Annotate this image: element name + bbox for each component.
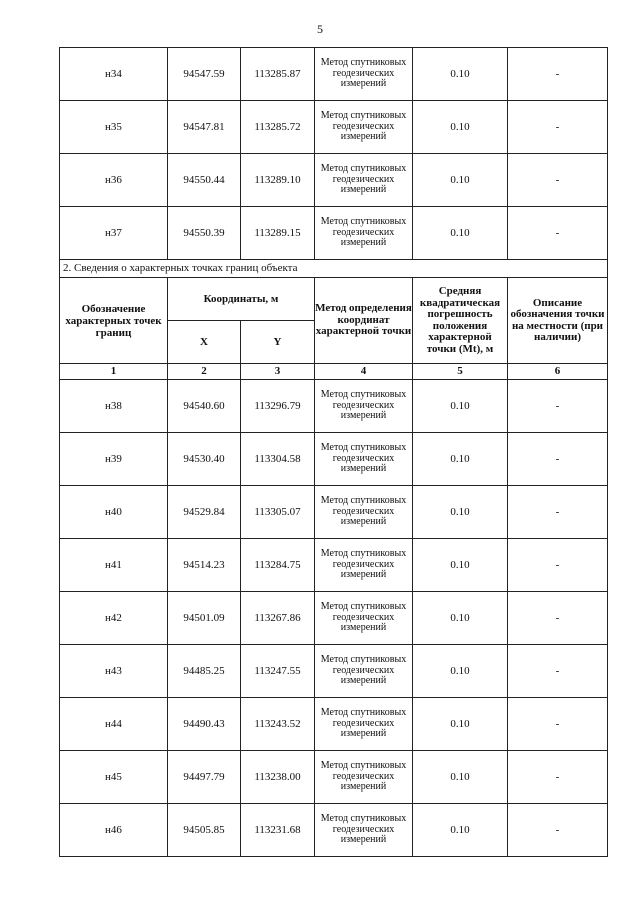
description-cell: -: [508, 804, 608, 857]
point-cell: н39: [60, 433, 168, 486]
table-row: [60, 539, 608, 592]
method-cell: Метод спутниковых геодезических измерений: [315, 539, 413, 592]
method-cell: Метод спутниковых геодезических измерений: [315, 486, 413, 539]
section-title: 2. Сведения о характерных точках границ объекта: [60, 260, 608, 278]
column-number: 5: [413, 364, 508, 380]
y-cell: 113285.87: [241, 48, 315, 101]
description-cell: -: [508, 207, 608, 260]
accuracy-cell: 0.10: [413, 751, 508, 804]
accuracy-cell: 0.10: [413, 539, 508, 592]
description-cell: -: [508, 539, 608, 592]
method-cell: Метод спутниковых геодезических измерений: [315, 154, 413, 207]
header-accuracy: Средняя квадратическая погрешность положения характерной точки (Mt), м: [413, 278, 508, 364]
point-cell: н43: [60, 645, 168, 698]
x-cell: 94501.09: [168, 592, 241, 645]
page-number: 5: [317, 22, 323, 36]
point-cell: н44: [60, 698, 168, 751]
x-cell: 94547.81: [168, 101, 241, 154]
accuracy-cell: 0.10: [413, 486, 508, 539]
table-header: [60, 260, 608, 380]
table-row: [60, 48, 608, 101]
x-cell: 94550.44: [168, 154, 241, 207]
header-x: X: [168, 321, 241, 364]
x-cell: 94505.85: [168, 804, 241, 857]
point-cell: н34: [60, 48, 168, 101]
point-cell: н35: [60, 101, 168, 154]
y-cell: 113289.10: [241, 154, 315, 207]
point-cell: н38: [60, 380, 168, 433]
point-cell: н46: [60, 804, 168, 857]
table-row: [60, 101, 608, 154]
header-method: Метод определения координат характерной точки: [315, 278, 413, 364]
y-cell: 113231.68: [241, 804, 315, 857]
boundary-points-table: [59, 47, 608, 857]
header-y: Y: [241, 321, 315, 364]
y-cell: 113296.79: [241, 380, 315, 433]
x-cell: 94530.40: [168, 433, 241, 486]
table-row: [60, 592, 608, 645]
description-cell: -: [508, 645, 608, 698]
accuracy-cell: 0.10: [413, 380, 508, 433]
method-cell: Метод спутниковых геодезических измерений: [315, 380, 413, 433]
x-cell: 94497.79: [168, 751, 241, 804]
accuracy-cell: 0.10: [413, 698, 508, 751]
description-cell: -: [508, 154, 608, 207]
y-cell: 113243.52: [241, 698, 315, 751]
table-row: [60, 698, 608, 751]
accuracy-cell: 0.10: [413, 592, 508, 645]
column-number: 2: [168, 364, 241, 380]
y-cell: 113305.07: [241, 486, 315, 539]
column-number: 3: [241, 364, 315, 380]
description-cell: -: [508, 751, 608, 804]
method-cell: Метод спутниковых геодезических измерений: [315, 751, 413, 804]
x-cell: 94540.60: [168, 380, 241, 433]
description-cell: -: [508, 486, 608, 539]
method-cell: Метод спутниковых геодезических измерений: [315, 433, 413, 486]
x-cell: 94529.84: [168, 486, 241, 539]
description-cell: -: [508, 101, 608, 154]
point-cell: н42: [60, 592, 168, 645]
header-designation: Обозначение характерных точек границ: [60, 278, 168, 364]
accuracy-cell: 0.10: [413, 804, 508, 857]
description-cell: -: [508, 48, 608, 101]
point-cell: н36: [60, 154, 168, 207]
y-cell: 113304.58: [241, 433, 315, 486]
method-cell: Метод спутниковых геодезических измерений: [315, 48, 413, 101]
x-cell: 94485.25: [168, 645, 241, 698]
method-cell: Метод спутниковых геодезических измерений: [315, 698, 413, 751]
description-cell: -: [508, 380, 608, 433]
table-row: [60, 433, 608, 486]
table-row: [60, 154, 608, 207]
y-cell: 113267.86: [241, 592, 315, 645]
accuracy-cell: 0.10: [413, 433, 508, 486]
table-row: [60, 486, 608, 539]
header-coordinates: Координаты, м: [168, 278, 315, 321]
header-description: Описание обозначения точки на местности (при наличии): [508, 278, 608, 364]
table-row: [60, 751, 608, 804]
description-cell: -: [508, 592, 608, 645]
method-cell: Метод спутниковых геодезических измерений: [315, 101, 413, 154]
point-cell: н37: [60, 207, 168, 260]
accuracy-cell: 0.10: [413, 154, 508, 207]
accuracy-cell: 0.10: [413, 645, 508, 698]
method-cell: Метод спутниковых геодезических измерений: [315, 804, 413, 857]
table-row: [60, 804, 608, 857]
table-row: [60, 207, 608, 260]
y-cell: 113285.72: [241, 101, 315, 154]
column-number: 6: [508, 364, 608, 380]
point-cell: н41: [60, 539, 168, 592]
x-cell: 94514.23: [168, 539, 241, 592]
column-number: 1: [60, 364, 168, 380]
top-rows: [60, 48, 608, 260]
y-cell: 113247.55: [241, 645, 315, 698]
accuracy-cell: 0.10: [413, 207, 508, 260]
y-cell: 113238.00: [241, 751, 315, 804]
point-cell: н40: [60, 486, 168, 539]
x-cell: 94550.39: [168, 207, 241, 260]
table-row: [60, 380, 608, 433]
x-cell: 94547.59: [168, 48, 241, 101]
y-cell: 113289.15: [241, 207, 315, 260]
table-row: [60, 645, 608, 698]
method-cell: Метод спутниковых геодезических измерений: [315, 207, 413, 260]
x-cell: 94490.43: [168, 698, 241, 751]
accuracy-cell: 0.10: [413, 48, 508, 101]
description-cell: -: [508, 433, 608, 486]
method-cell: Метод спутниковых геодезических измерений: [315, 645, 413, 698]
y-cell: 113284.75: [241, 539, 315, 592]
bottom-rows: [60, 380, 608, 857]
method-cell: Метод спутниковых геодезических измерений: [315, 592, 413, 645]
point-cell: н45: [60, 751, 168, 804]
description-cell: -: [508, 698, 608, 751]
accuracy-cell: 0.10: [413, 101, 508, 154]
column-number: 4: [315, 364, 413, 380]
